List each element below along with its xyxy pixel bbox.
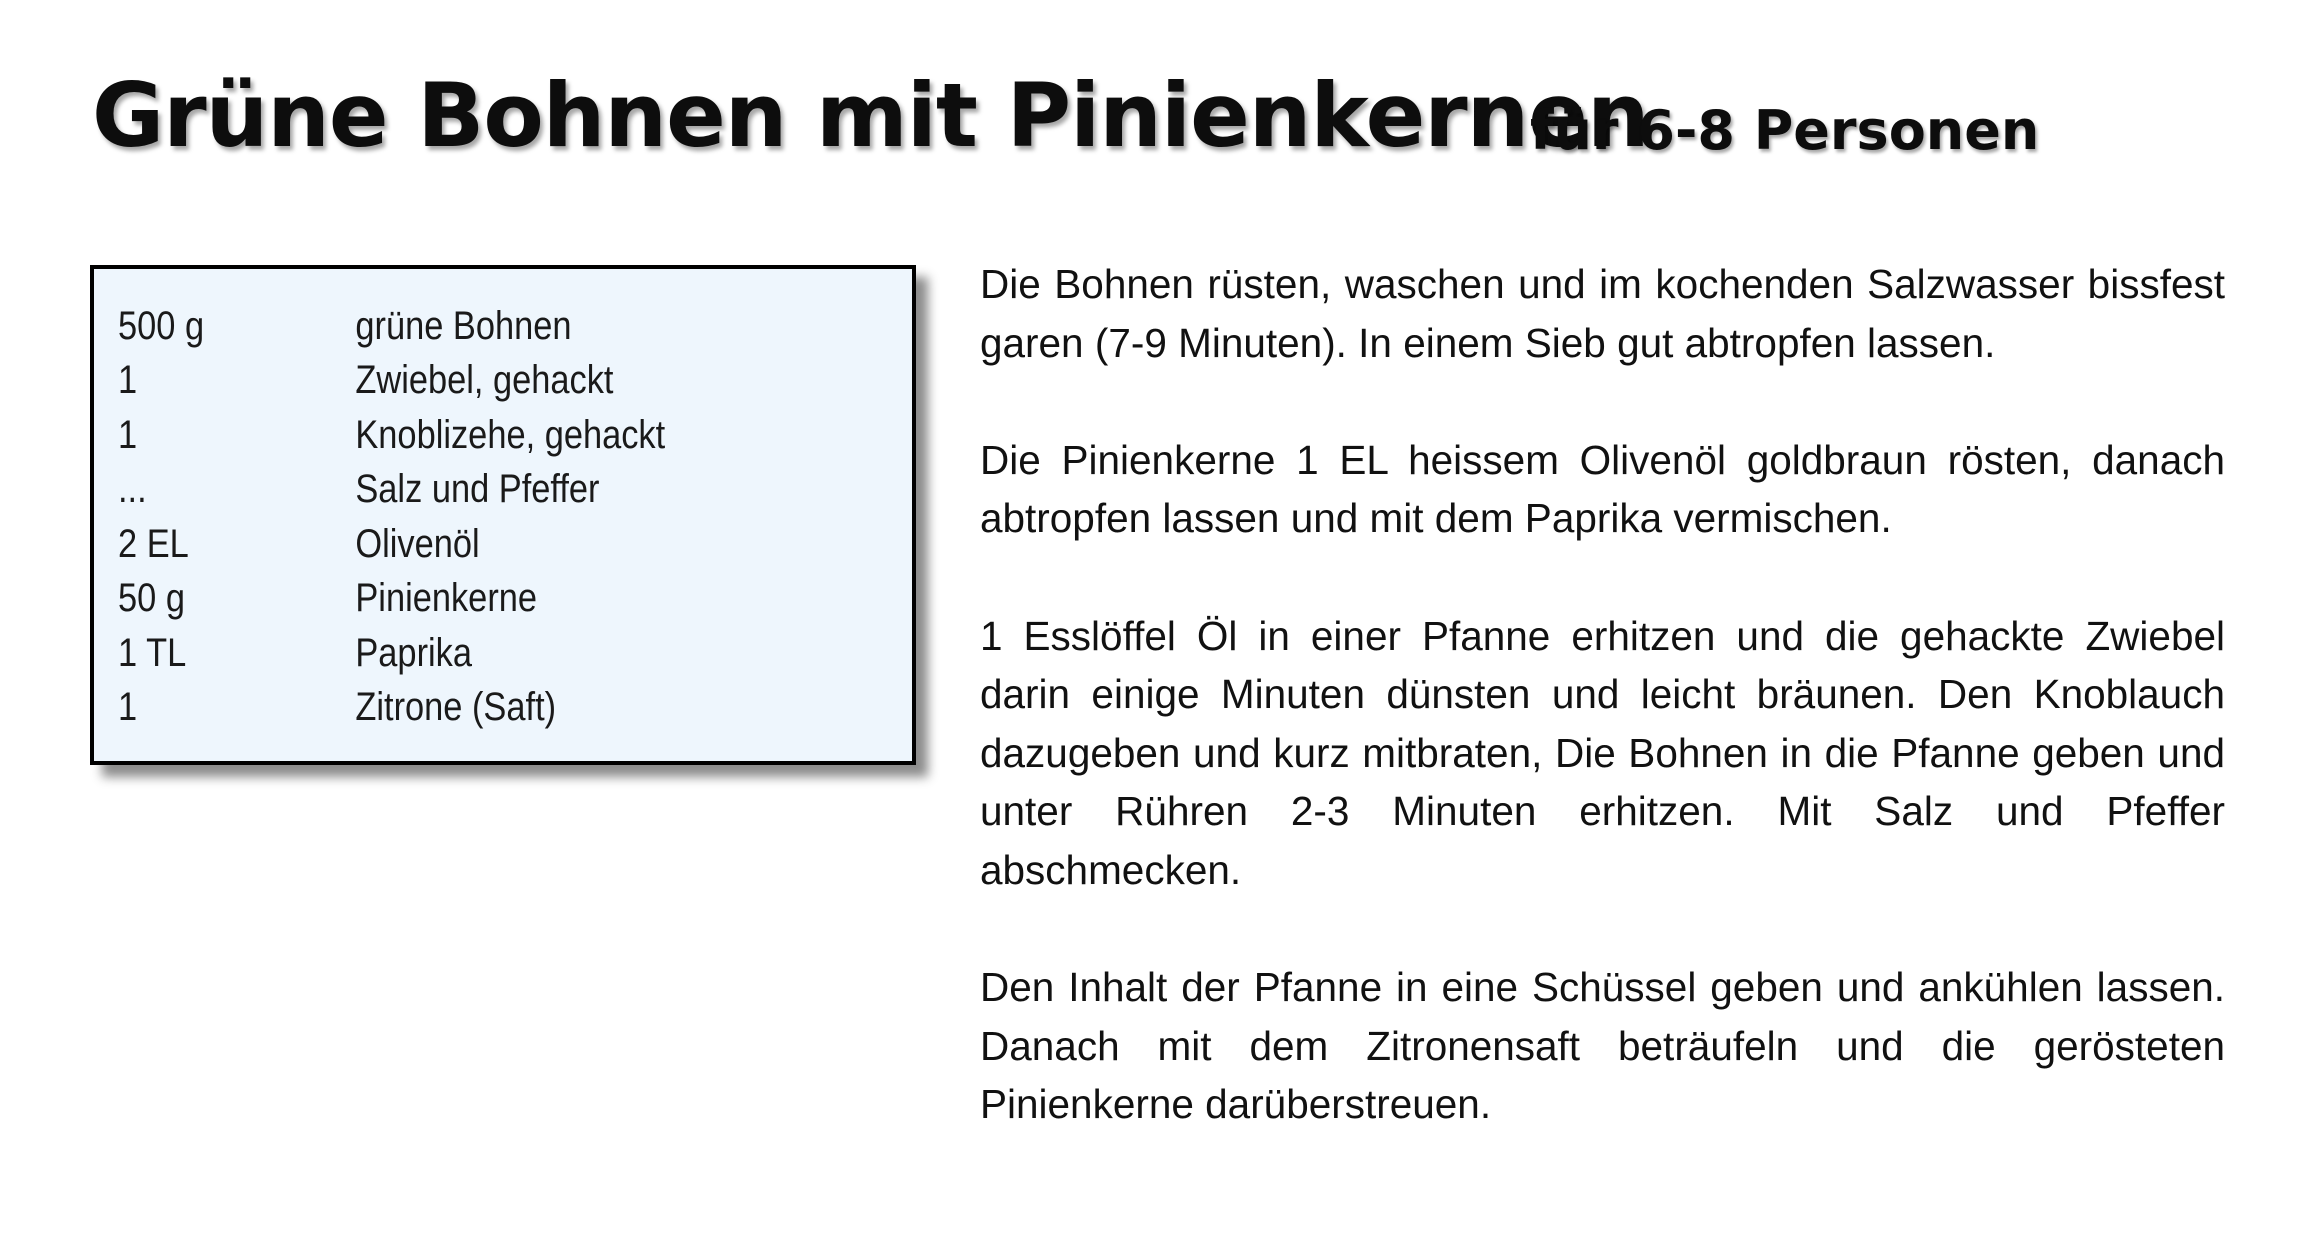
ingredient-quantity: ... xyxy=(118,467,147,512)
ingredient-row xyxy=(118,299,801,354)
ingredient-quantity: 1 TL xyxy=(118,630,187,675)
ingredient-name: Paprika xyxy=(355,630,472,675)
instructions xyxy=(980,255,2225,1134)
ingredient-row xyxy=(118,354,801,409)
ingredient-quantity: 2 EL xyxy=(118,521,189,566)
ingredient-quantity: 1 xyxy=(118,412,138,457)
ingredient-row xyxy=(118,572,801,627)
ingredient-quantity: 500 g xyxy=(118,303,205,348)
ingredient-name: Salz und Pfeffer xyxy=(355,467,600,512)
instruction-paragraph: Die Bohnen rüsten, waschen und im kochenden Salzwasser bissfest garen (7-9 Minuten). In einem Sieb gut abtropfen lassen. xyxy=(980,261,2225,366)
ingredient-row xyxy=(118,626,801,681)
recipe-title: Grüne Bohnen mit Pinienkernen xyxy=(92,64,1649,167)
ingredient-quantity: 1 xyxy=(118,685,138,730)
instruction-paragraph: 1 Esslöffel Öl in einer Pfanne erhitzen und die gehackte Zwiebel darin einige Minuten dünsten und leicht bräunen. Den Knoblauch dazugeben und kurz mitbraten, Die Bohnen in die Pfanne geben und unter Rühren 2-3 Minuten erhitzen. Mit Salz und Pfeffer abschmecken. xyxy=(980,612,2225,893)
ingredient-row xyxy=(118,408,801,463)
ingredient-quantity: 1 xyxy=(118,358,138,403)
ingredient-row xyxy=(118,517,801,572)
ingredient-name: Pinienkerne xyxy=(355,576,538,621)
ingredient-name: Knoblizehe, gehackt xyxy=(355,412,666,457)
ingredient-name: Zitrone (Saft) xyxy=(355,685,557,730)
ingredients-box xyxy=(90,265,916,765)
ingredient-quantity: 50 g xyxy=(118,576,185,621)
ingredient-name: Zwiebel, gehackt xyxy=(355,358,614,403)
instruction-paragraph: Die Pinienkerne 1 EL heissem Olivenöl goldbraun rösten, danach abtropfen lassen und mit dem Paprika vermischen. xyxy=(980,436,2225,542)
ingredient-name: grüne Bohnen xyxy=(355,303,572,348)
ingredient-name: Olivenöl xyxy=(355,521,480,566)
servings-subtitle: für 6-8 Personen xyxy=(1530,99,2040,162)
instruction-paragraph: Den Inhalt der Pfanne in eine Schüssel geben und ankühlen lassen. Danach mit dem Zitronensaft beträufeln und die gerösteten Pinienkerne darüberstreuen. xyxy=(980,964,2225,1128)
ingredient-row xyxy=(118,681,801,736)
ingredient-row xyxy=(118,463,801,518)
